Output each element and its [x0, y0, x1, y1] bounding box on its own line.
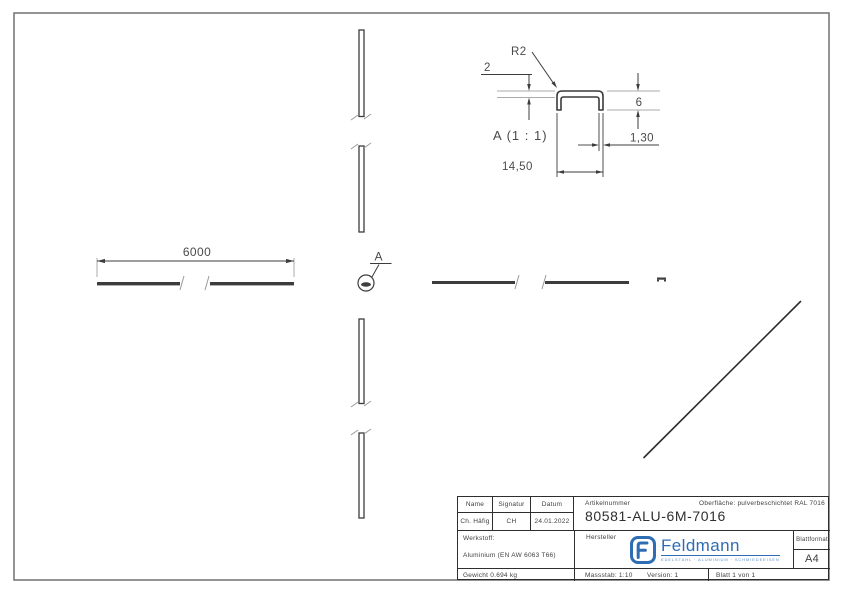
break-marks [180, 276, 209, 290]
detail-callout [358, 250, 392, 292]
profile-length-view [97, 245, 294, 290]
blattformat-value: A4 [805, 553, 819, 565]
artikelnummer-value: 80581-ALU-6M-7016 [585, 508, 726, 524]
dimension-6000 [97, 245, 294, 277]
werkstoff-value: Aluminium (EN AW 6063 T66) [463, 552, 556, 559]
blattformat-label-cell [793, 531, 830, 550]
feldmann-logo-icon [630, 536, 656, 564]
oberflaeche-text: Oberfläche: pulverbeschichtet RAL 7016 [699, 500, 825, 507]
name-label-cell [458, 497, 493, 513]
blattformat-value-cell [793, 550, 830, 569]
feldmann-logo-tagline: EDELSTAHL · ALUMINIUM · SCHMIEDEEISEN [661, 557, 780, 562]
datum-label: Datum [541, 501, 563, 508]
datum-label-cell [531, 497, 574, 513]
hersteller-label: Hersteller [586, 534, 617, 541]
signatur-label: Signatur [498, 501, 525, 508]
profile-side-view-top [351, 30, 371, 232]
signatur-value: CH [506, 518, 517, 525]
leg-height-text: 6 [635, 97, 643, 109]
wall-thickness-text: 1,30 [630, 132, 654, 145]
break-marks [351, 401, 371, 435]
werkstoff-label: Werkstoff: [463, 535, 495, 542]
gewicht-text: Gewicht 0.694 kg [463, 571, 518, 579]
end-section [657, 278, 666, 282]
detail-view-title: A (1 : 1) [493, 128, 548, 143]
artikelnummer-label: Artikelnummer [585, 500, 631, 507]
blattformat-label: Blattformat [796, 537, 828, 543]
sheet-border [14, 13, 829, 580]
name-label: Name [465, 501, 485, 508]
isometric-view-line [644, 302, 801, 458]
profile-side-view-bottom [351, 319, 371, 518]
detail-view-a [481, 46, 660, 177]
hersteller-cell [574, 531, 793, 569]
blatt-cell [708, 569, 830, 581]
blatt-text: Blatt 1 von 1 [716, 571, 756, 579]
datum-value-cell [531, 513, 574, 531]
massstab-text: Massstab: 1:10 [585, 571, 633, 579]
break-marks [351, 114, 371, 149]
name-value: Ch. Häfig [460, 518, 490, 525]
signatur-label-cell [493, 497, 531, 513]
tiny-section [361, 282, 371, 286]
werkstoff-cell [458, 531, 574, 569]
length-dimension-text: 6000 [182, 245, 212, 259]
artikelnummer-cell [574, 497, 830, 531]
massstab-cell [574, 569, 708, 581]
version-text: Version: 1 [647, 571, 679, 579]
radius-dim-text: R2 [511, 46, 527, 58]
profile-length-view-right [432, 275, 666, 289]
feldmann-logo [630, 536, 780, 564]
width-dim-text: 14,50 [502, 161, 533, 173]
title-block [457, 496, 829, 580]
radius-callout [511, 46, 557, 88]
datum-value: 24.01.2022 [534, 518, 570, 525]
channel-profile-outline [557, 91, 603, 110]
detail-callout-text: A [374, 249, 383, 264]
feldmann-logo-text: Feldmann [661, 537, 780, 556]
top-thickness-text: 2 [484, 62, 491, 74]
gewicht-cell [458, 569, 574, 581]
break-marks [515, 275, 546, 289]
name-value-cell [458, 513, 493, 531]
signatur-value-cell [493, 513, 531, 531]
